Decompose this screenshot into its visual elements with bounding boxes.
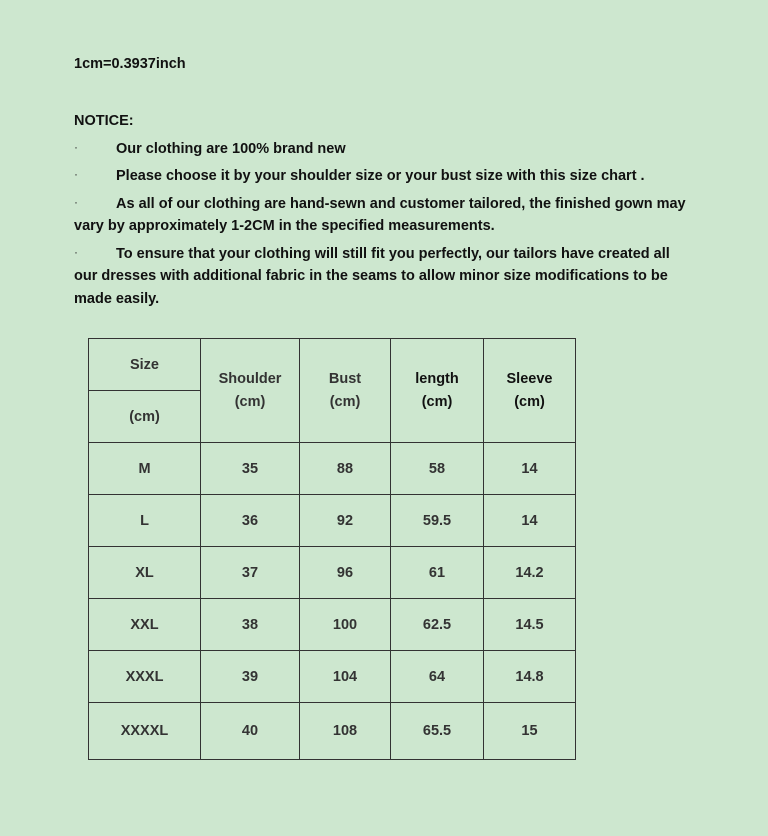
unit-conversion-note: 1cm=0.3937inch xyxy=(74,56,186,72)
cell-length: 64 xyxy=(391,651,484,703)
table-row xyxy=(89,651,576,703)
cell-sleeve: 14 xyxy=(484,443,576,495)
notice-item-text: Our clothing are 100% brand new xyxy=(116,140,346,157)
cell-size: XXXL xyxy=(89,651,201,703)
header-size: Size xyxy=(89,339,201,391)
header-bust-label: Bust xyxy=(328,370,362,387)
cell-size: L xyxy=(89,495,201,547)
bullet-icon: · xyxy=(74,244,78,259)
header-shoulder-unit: (cm) xyxy=(234,393,266,410)
table-row xyxy=(89,703,576,760)
cell-sleeve: 14 xyxy=(484,495,576,547)
cell-shoulder: 35 xyxy=(201,443,300,495)
cell-size: M xyxy=(89,443,201,495)
cell-sleeve: 15 xyxy=(484,703,576,760)
cell-sleeve: 14.8 xyxy=(484,651,576,703)
header-size-unit: (cm) xyxy=(89,391,201,443)
cell-length: 58 xyxy=(391,443,484,495)
cell-sleeve: 14.5 xyxy=(484,599,576,651)
table-row xyxy=(89,443,576,495)
table-header-row xyxy=(89,339,576,391)
notice-item xyxy=(74,243,694,311)
header-bust xyxy=(300,339,391,443)
notice-item-text: As all of our clothing are hand-sewn and customer tailored, the finished gown may vary by approximately 1-2CM in the specified measurements. xyxy=(74,195,686,234)
table-row xyxy=(89,495,576,547)
notice-item xyxy=(74,193,694,238)
header-length xyxy=(391,339,484,443)
cell-length: 65.5 xyxy=(391,703,484,760)
cell-bust: 100 xyxy=(300,599,391,651)
header-length-unit: (cm) xyxy=(421,393,453,410)
cell-size: XXXXL xyxy=(89,703,201,760)
cell-shoulder: 37 xyxy=(201,547,300,599)
cell-size: XXL xyxy=(89,599,201,651)
header-sleeve-unit: (cm) xyxy=(514,393,545,410)
notice-section xyxy=(74,110,694,315)
cell-bust: 88 xyxy=(300,443,391,495)
cell-length: 62.5 xyxy=(391,599,484,651)
cell-length: 61 xyxy=(391,547,484,599)
cell-sleeve: 14.2 xyxy=(484,547,576,599)
cell-size: XL xyxy=(89,547,201,599)
notice-title: NOTICE: xyxy=(74,113,134,129)
cell-shoulder: 36 xyxy=(201,495,300,547)
table-row xyxy=(89,547,576,599)
cell-bust: 92 xyxy=(300,495,391,547)
header-sleeve xyxy=(484,339,576,443)
notice-item-text: To ensure that your clothing will still fit you perfectly, our tailors have created all our dresses with additional fabric in the seams to allow minor size modifications to be made easily. xyxy=(74,245,670,307)
cell-bust: 96 xyxy=(300,547,391,599)
notice-item xyxy=(74,165,694,188)
table-row xyxy=(89,599,576,651)
header-shoulder xyxy=(201,339,300,443)
bullet-icon: · xyxy=(74,167,78,181)
cell-length: 59.5 xyxy=(391,495,484,547)
cell-shoulder: 39 xyxy=(201,651,300,703)
notice-item xyxy=(74,138,694,161)
size-chart-table xyxy=(88,338,576,760)
header-length-label: length xyxy=(415,370,459,387)
bullet-icon: · xyxy=(74,194,78,209)
notice-item-text: Please choose it by your shoulder size or your bust size with this size chart . xyxy=(116,168,645,184)
header-bust-unit: (cm) xyxy=(329,393,361,410)
bullet-icon: · xyxy=(74,139,78,154)
header-shoulder-label: Shoulder xyxy=(218,370,282,387)
cell-bust: 108 xyxy=(300,703,391,760)
header-sleeve-label: Sleeve xyxy=(506,370,553,387)
cell-bust: 104 xyxy=(300,651,391,703)
cell-shoulder: 38 xyxy=(201,599,300,651)
cell-shoulder: 40 xyxy=(201,703,300,760)
